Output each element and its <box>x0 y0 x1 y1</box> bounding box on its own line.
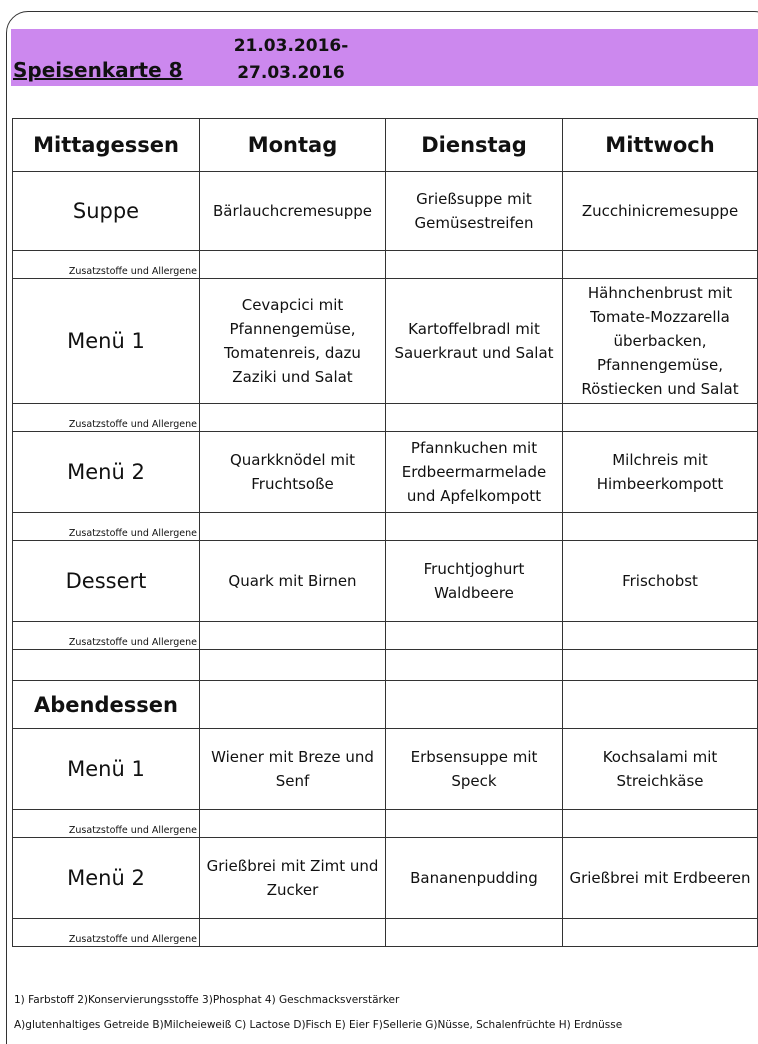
dish-dinner-menu1-montag: Wiener mit Breze und Senf <box>200 729 386 810</box>
dish-suppe-mittwoch: Zucchinicremesuppe <box>563 172 758 251</box>
dish-dessert-dienstag: Fruchtjoghurt Waldbeere <box>386 541 563 622</box>
row-label-suppe: Suppe <box>13 172 200 251</box>
header-dienstag: Dienstag <box>386 119 563 172</box>
additives-cell <box>200 251 386 279</box>
table-row <box>13 432 758 513</box>
dish-dinner-menu1-dienstag: Erbsensuppe mit Speck <box>386 729 563 810</box>
additives-row <box>13 810 758 838</box>
additives-label: Zusatzstoffe und Allergene <box>13 622 200 650</box>
header-montag: Montag <box>200 119 386 172</box>
empty-cell <box>200 650 386 681</box>
table-row <box>13 541 758 622</box>
dish-dinner-menu1-mittwoch: Kochsalami mit Streichkäse <box>563 729 758 810</box>
empty-cell <box>386 681 563 729</box>
dish-dinner-menu2-dienstag: Bananenpudding <box>386 838 563 919</box>
additives-cell <box>386 251 563 279</box>
table-row <box>13 172 758 251</box>
row-label-menu1: Menü 1 <box>13 279 200 404</box>
additives-label: Zusatzstoffe und Allergene <box>13 919 200 947</box>
empty-cell <box>563 650 758 681</box>
additives-row <box>13 251 758 279</box>
dinner-heading-row <box>13 681 758 729</box>
table-header-row <box>13 119 758 172</box>
date-range-start: 21.03.2016- <box>233 36 349 56</box>
dish-menu2-mittwoch: Milchreis mit Himbeerkompott <box>563 432 758 513</box>
additives-label: Zusatzstoffe und Allergene <box>13 404 200 432</box>
table-row <box>13 279 758 404</box>
additives-cell <box>563 810 758 838</box>
row-label-menu2: Menü 2 <box>13 432 200 513</box>
date-range-end: 27.03.2016 <box>237 63 345 83</box>
additives-cell <box>200 622 386 650</box>
additives-cell <box>563 404 758 432</box>
additives-row <box>13 919 758 947</box>
additives-row <box>13 513 758 541</box>
dish-suppe-montag: Bärlauchcremesuppe <box>200 172 386 251</box>
spacer-row <box>13 650 758 681</box>
header-mittwoch: Mittwoch <box>563 119 758 172</box>
additives-row <box>13 404 758 432</box>
additives-row <box>13 622 758 650</box>
additives-label: Zusatzstoffe und Allergene <box>13 251 200 279</box>
additives-cell <box>563 919 758 947</box>
dish-menu1-mittwoch: Hähnchenbrust mit Tomate-Mozzarella überbacken, Pfannengemüse, Röstiecken und Salat <box>563 279 758 404</box>
dish-dinner-menu2-montag: Grießbrei mit Zimt und Zucker <box>200 838 386 919</box>
empty-cell <box>563 681 758 729</box>
legend-additives: 1) Farbstoff 2)Konservierungsstoffe 3)Phosphat 4) Geschmacksverstärker <box>14 994 400 1006</box>
row-label-dinner-menu2: Menü 2 <box>13 838 200 919</box>
row-label-dinner-menu1: Menü 1 <box>13 729 200 810</box>
row-label-dessert: Dessert <box>13 541 200 622</box>
empty-cell <box>13 650 200 681</box>
header-mittagessen: Mittagessen <box>13 119 200 172</box>
additives-cell <box>386 810 563 838</box>
additives-cell <box>563 251 758 279</box>
additives-cell <box>200 404 386 432</box>
dish-menu2-dienstag: Pfannkuchen mit Erdbeermarmelade und Apfelkompott <box>386 432 563 513</box>
empty-cell <box>200 681 386 729</box>
additives-cell <box>200 810 386 838</box>
additives-cell <box>563 513 758 541</box>
legend-allergens: A)glutenhaltiges Getreide B)Milcheieweiß C) Lactose D)Fisch E) Eier F)Sellerie G)Nüsse, Schalenfrüchte H) Erdnüsse <box>14 1019 623 1031</box>
table-row <box>13 838 758 919</box>
dish-suppe-dienstag: Grießsuppe mit Gemüsestreifen <box>386 172 563 251</box>
dish-menu1-montag: Cevapcici mit Pfannengemüse, Tomatenreis, dazu Zaziki und Salat <box>200 279 386 404</box>
dish-menu1-dienstag: Kartoffelbradl mit Sauerkraut und Salat <box>386 279 563 404</box>
page-title: Speisenkarte 8 <box>13 58 183 82</box>
additives-label: Zusatzstoffe und Allergene <box>13 810 200 838</box>
dish-dessert-mittwoch: Frischobst <box>563 541 758 622</box>
additives-label: Zusatzstoffe und Allergene <box>13 513 200 541</box>
additives-cell <box>200 513 386 541</box>
additives-cell <box>563 622 758 650</box>
menu-table <box>12 118 758 947</box>
dish-dinner-menu2-mittwoch: Grießbrei mit Erdbeeren <box>563 838 758 919</box>
additives-cell <box>386 919 563 947</box>
dish-menu2-montag: Quarkknödel mit Fruchtsoße <box>200 432 386 513</box>
additives-cell <box>386 622 563 650</box>
empty-cell <box>386 650 563 681</box>
table-row <box>13 729 758 810</box>
dish-dessert-montag: Quark mit Birnen <box>200 541 386 622</box>
dinner-heading: Abendessen <box>13 681 200 729</box>
additives-cell <box>386 404 563 432</box>
additives-cell <box>200 919 386 947</box>
additives-cell <box>386 513 563 541</box>
